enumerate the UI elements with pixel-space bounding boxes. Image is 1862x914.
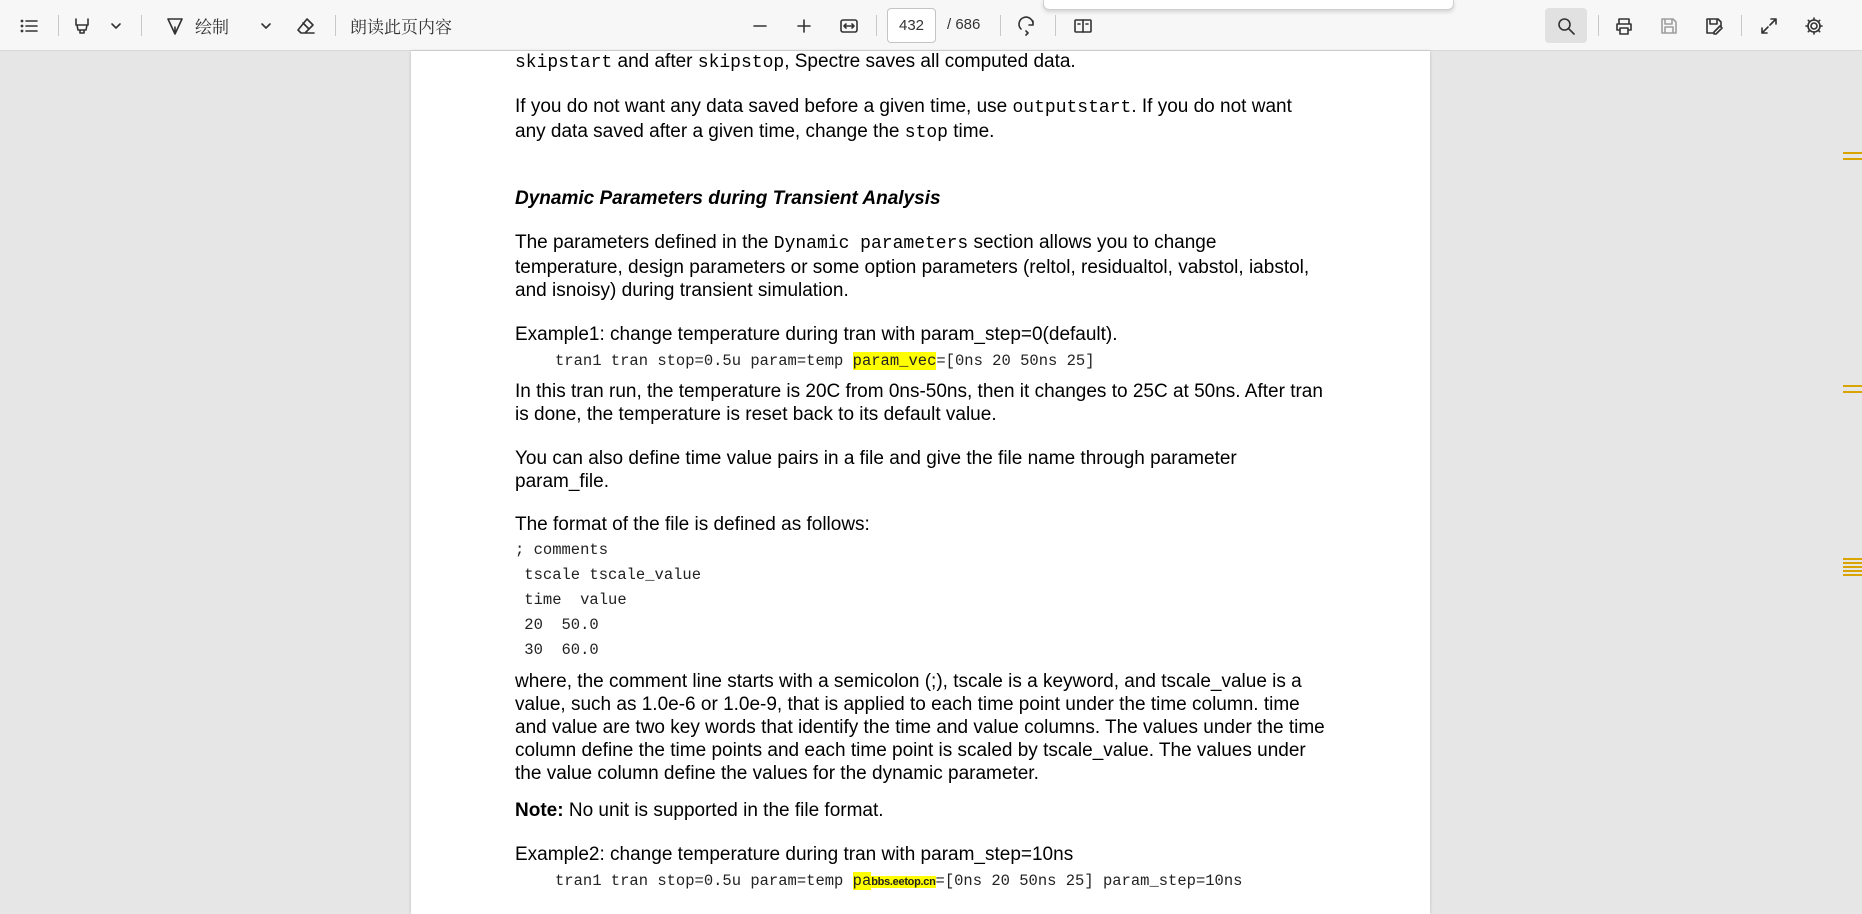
separator: [1055, 15, 1056, 36]
scrollbar-track[interactable]: [1843, 51, 1862, 914]
paragraph: [515, 51, 1325, 75]
pen-icon: [165, 16, 185, 36]
separator: [1598, 15, 1599, 36]
watermark-text: bbs.eetop.cn: [871, 876, 936, 888]
code-term: skipstop: [697, 53, 785, 73]
save-as-button[interactable]: [1699, 10, 1729, 41]
zoom-out-button[interactable]: [745, 10, 775, 41]
separator: [876, 15, 877, 36]
search-result-marker: [1843, 385, 1862, 387]
text: , Spectre saves all computed data.: [784, 51, 1076, 72]
code-line: 30 60.0: [515, 641, 599, 659]
code-term: Dynamic parameters: [773, 234, 969, 254]
separator: [141, 15, 142, 36]
separator: [1741, 15, 1742, 36]
code-line: 20 50.0: [515, 616, 599, 634]
read-aloud-button[interactable]: 朗读此页内容: [350, 18, 452, 37]
highlight-options-dropdown[interactable]: [106, 10, 126, 41]
separator: [1000, 15, 1001, 36]
pdf-page: [411, 51, 1430, 914]
paragraph: Example2: change temperature during tran with param_step=10ns: [515, 844, 1074, 865]
separator: [335, 15, 336, 36]
search-result-marker: [1843, 158, 1862, 160]
chevron-down-icon: [110, 20, 122, 32]
zoom-in-button[interactable]: [789, 10, 819, 41]
printer-icon: [1614, 16, 1634, 36]
code-term: skipstart: [515, 53, 613, 73]
settings-button[interactable]: [1799, 10, 1829, 41]
code-line: [515, 349, 1325, 374]
search-result-marker: [1843, 570, 1862, 572]
code-text: tran1 tran stop=0.5u param=temp: [555, 352, 853, 370]
code-text: =[0ns 20 50ns 25]: [936, 352, 1095, 370]
paragraph: where, the comment line starts with a semicolon (;), tscale is a keyword, and tscale_value is a value, such as 1.0e-6 or 1.0e-9, that is applied to each time point under the time column. time and value are two key words that identify the time and value columns. The values under the time column define the time points and each time point is scaled by tscale_value. The values under the value column define the values for the dynamic parameter.: [515, 671, 1325, 784]
text: The parameters defined in the: [515, 232, 774, 253]
text: and after: [612, 51, 698, 72]
search-result-marker: [1843, 562, 1862, 564]
search-highlight: pa: [852, 872, 872, 890]
dropdown-popup: [1043, 0, 1454, 10]
search-result-marker: [1843, 566, 1862, 568]
code-line: tscale tscale_value: [515, 566, 702, 584]
paragraph: [515, 231, 1325, 302]
fit-width-icon: [839, 16, 859, 36]
two-page-icon: [1073, 16, 1093, 36]
note: [515, 799, 1325, 822]
plus-icon: [794, 16, 814, 36]
gear-icon: [1804, 16, 1824, 36]
code-term: stop: [904, 123, 948, 143]
page-number-input[interactable]: [887, 8, 936, 43]
rotate-icon: [1017, 16, 1037, 36]
find-button[interactable]: [1545, 8, 1587, 43]
separator: [58, 15, 59, 36]
paragraph: The format of the file is defined as follows:: [515, 514, 870, 535]
search-result-marker: [1843, 152, 1862, 154]
note-label: Note:: [515, 800, 564, 821]
expand-icon: [1759, 16, 1779, 36]
code-block: [515, 538, 1325, 663]
search-result-marker: [1843, 558, 1862, 560]
save-icon: [1659, 16, 1679, 36]
paragraph: Example1: change temperature during tran with param_step=0(default).: [515, 324, 1118, 345]
draw-label[interactable]: 绘制: [195, 18, 229, 37]
code-text: tran1 tran stop=0.5u param=temp: [555, 872, 853, 890]
save-as-icon: [1704, 16, 1724, 36]
search-result-marker: [1843, 391, 1862, 393]
minus-icon: [750, 16, 770, 36]
pdf-toolbar: [0, 0, 1862, 51]
chevron-down-icon: [260, 20, 272, 32]
page-view-button[interactable]: [1068, 10, 1098, 41]
draw-button[interactable]: [160, 10, 190, 41]
search-result-marker: [1843, 574, 1862, 576]
code-text: =[0ns 20 50ns 25] param_step=10ns: [935, 872, 1243, 890]
eraser-button[interactable]: [291, 10, 321, 41]
code-line: time value: [515, 591, 627, 609]
rotate-button[interactable]: [1012, 10, 1042, 41]
section-heading: Dynamic Parameters during Transient Analysis: [515, 188, 941, 209]
list-icon: [19, 16, 39, 36]
paragraph: In this tran run, the temperature is 20C from 0ns-50ns, then it changes to 25C at 50ns. After tran is done, the temperature is reset back to its default value.: [515, 381, 1323, 425]
text: section allows you to change temperature, design parameters or some option parameters (reltol, residualtol, vabstol, iabstol, and isnoisy) during transient simulation.: [515, 232, 1310, 301]
text: time.: [947, 121, 995, 142]
text: No unit is supported in the file format.: [563, 800, 884, 821]
contents-button[interactable]: [14, 10, 44, 41]
eraser-icon: [296, 16, 316, 36]
text: . If you do not want any data saved after a given time, change the: [515, 96, 1292, 142]
save-button[interactable]: [1654, 10, 1684, 41]
paragraph: You can also define time value pairs in a file and give the file name through parameter param_file.: [515, 448, 1237, 492]
page-content: [515, 51, 1325, 895]
draw-options-dropdown[interactable]: [256, 10, 276, 41]
fit-page-button[interactable]: [834, 10, 864, 41]
paragraph: [515, 95, 1325, 145]
code-line: [515, 869, 1325, 895]
code-term: outputstart: [1012, 98, 1132, 118]
highlight-button[interactable]: [67, 10, 97, 41]
code-line: ; comments: [515, 541, 609, 559]
full-screen-button[interactable]: [1754, 10, 1784, 41]
text: If you do not want any data saved before a given time, use: [515, 96, 1013, 117]
highlighter-icon: [72, 16, 92, 36]
search-icon: [1556, 16, 1576, 36]
search-highlight: param_vec: [852, 352, 937, 370]
print-button[interactable]: [1609, 10, 1639, 41]
page-total: / 686: [947, 16, 981, 33]
